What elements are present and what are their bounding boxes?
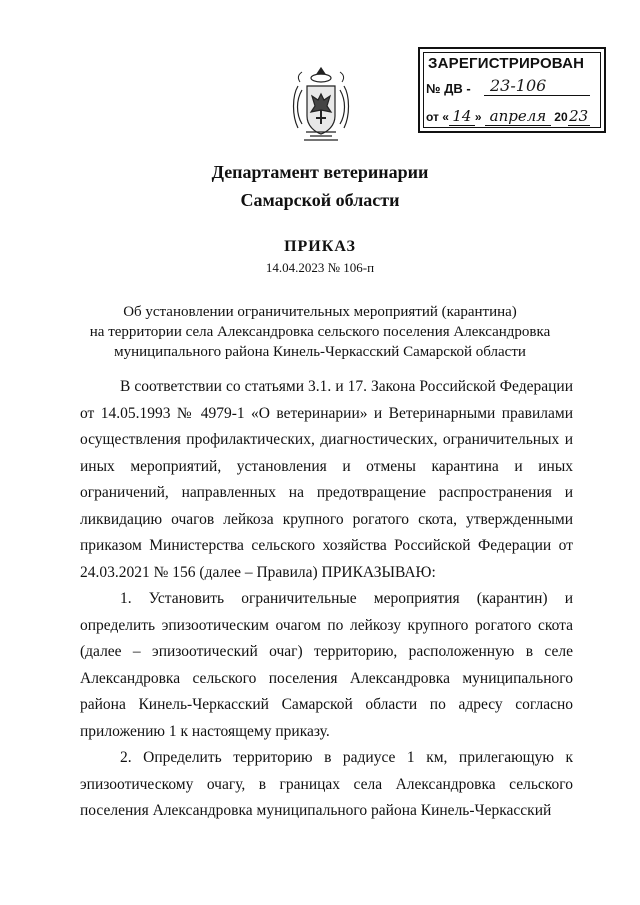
- document-body: [80, 374, 573, 825]
- stamp-title: ЗАРЕГИСТРИРОВАН: [428, 55, 585, 72]
- stamp-year-prefix: 20: [554, 110, 568, 124]
- subject-line: на территории села Александровка сельского поселения Александровка: [89, 324, 551, 340]
- coat-of-arms-emblem: [290, 66, 352, 146]
- stamp-date-mid: »: [474, 110, 482, 124]
- department-name-line2: Самарской области: [240, 190, 400, 210]
- department-name-line1: Департамент ветеринарии: [211, 162, 429, 182]
- document-subject: [70, 302, 570, 362]
- body-paragraph-item-1: 1. Установить ограничительные мероприятия (карантин) и определить эпизоотическим очагом по лейкозу крупного рогатого скота (далее – эпизоотический очаг) территорию, расположенную в селе Александровка сельского поселения Александровка муниципального района Кинель-Черкасский Самарской области по адресу согласно приложению 1 к настоящему приказу.: [80, 590, 573, 740]
- stamp-date-day: 14: [449, 107, 475, 126]
- stamp-number-value: 23-106: [484, 76, 590, 96]
- registration-stamp: [418, 47, 606, 133]
- stamp-number-label: № ДВ -: [426, 81, 471, 96]
- body-paragraph-item-2: 2. Определить территорию в радиусе 1 км, прилегающую к эпизоотическому очагу, в границах села Александровка сельского поселения Александровка муниципального района Кинель-Черкасский: [80, 749, 573, 819]
- stamp-date-month: апреля: [485, 107, 551, 126]
- stamp-date-prefix: от «: [426, 110, 449, 124]
- stamp-date: [426, 107, 590, 126]
- document-type: ПРИКАЗ: [284, 238, 356, 255]
- subject-line: Об установлении ограничительных мероприятий (карантина): [123, 304, 517, 320]
- stamp-year-suffix: 23: [569, 107, 589, 125]
- document-number: 14.04.2023 № 106-п: [265, 260, 375, 275]
- subject-line: муниципального района Кинель-Черкасский Самарской области: [114, 344, 526, 360]
- body-paragraph-preamble: В соответствии со статьями 3.1. и 17. Закона Российской Федерации от 14.05.1993 № 4979-1 «О ветеринарии» и Ветеринарными правилами осуществления профилактических, диагностических, ограничительных и иных мероприятий, установления и отмены карантина и иных ограничений, направленных на предотвращение распространения и ликвидацию очагов лейкоза крупного рогатого скота, утвержденными приказом Министерства сельского хозяйства Российской Федерации от 24.03.2021 № 156 (далее – Правила) ПРИКАЗЫВАЮ:: [80, 378, 573, 581]
